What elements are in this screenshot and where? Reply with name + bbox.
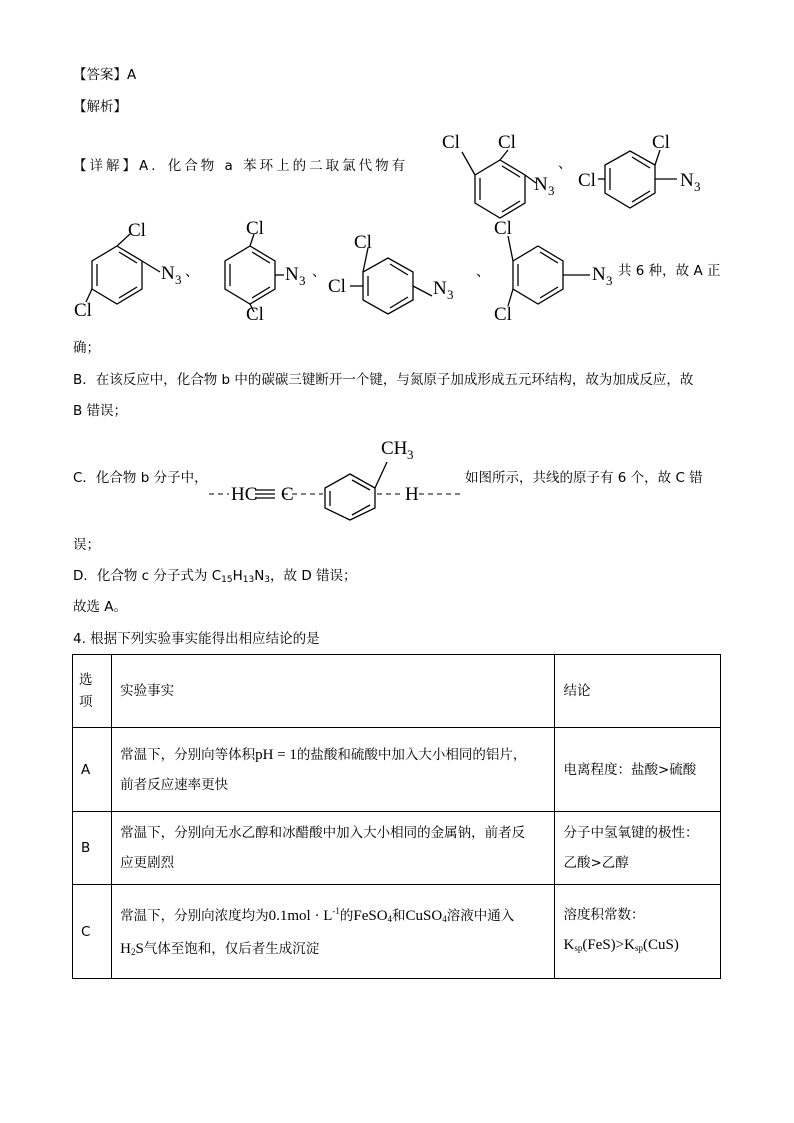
row-fact: 常温下，分别向无水乙醇和冰醋酸中加入大小相同的金属钠，前者反 应更剧烈 xyxy=(112,812,555,885)
atom-cl: Cl xyxy=(328,276,346,297)
atom-cl: Cl xyxy=(442,132,460,153)
table-row xyxy=(73,885,721,979)
atom-cl: Cl xyxy=(498,132,516,153)
option-c-prefix: C．化合物 b 分子中， xyxy=(73,470,208,486)
atom-hc: HC xyxy=(231,484,258,505)
row-option: C xyxy=(73,885,112,979)
header-conclusion: 结论 xyxy=(555,655,721,728)
table-row xyxy=(73,812,721,885)
atom-c: C xyxy=(281,484,294,505)
atom-cl: Cl xyxy=(246,218,264,239)
atom-n: N xyxy=(161,263,175,284)
atom-n-sub: 3 xyxy=(548,183,555,198)
atom-h: H xyxy=(405,484,419,505)
table-header-row xyxy=(73,655,721,728)
atom-n-sub: 3 xyxy=(447,287,454,302)
atom-cl: Cl xyxy=(652,132,670,153)
atom-cl: Cl xyxy=(494,304,512,325)
atom-cl: Cl xyxy=(74,300,92,321)
compound-b-structure xyxy=(205,432,467,524)
atom-n-sub: 3 xyxy=(694,179,701,194)
atom-n-sub: 3 xyxy=(606,273,613,288)
option-d: D．化合物 c 分子式为 $C_{15}H_{13}N_3$，故 D 错误； xyxy=(73,568,357,585)
molecule-24-dichloro xyxy=(578,128,718,208)
option-b-line2: B 错误； xyxy=(73,403,128,419)
row-option: B xyxy=(73,812,112,885)
detail-continuation: 确； xyxy=(73,340,100,356)
structure-count-text: 共 6 种，故 A 正 xyxy=(618,263,721,279)
atom-cl: Cl xyxy=(494,218,512,239)
atom-cl: Cl xyxy=(354,232,372,253)
atom-n: N xyxy=(285,264,299,285)
option-c-suffix: 如图所示，共线的原子有 6 个，故 C 错 xyxy=(465,470,703,486)
atom-n-sub: 3 xyxy=(299,273,306,288)
molecule-34-dichloro xyxy=(328,216,478,326)
answer-label: 【答案】A xyxy=(73,67,137,83)
svg-text:、: 、 xyxy=(312,264,326,280)
analysis-label: 【解析】 xyxy=(73,99,127,115)
option-b-line1: B．在该反应中，化合物 b 中的碳碳三键断开一个键，与氮原子加成形成五元环结构，故为加成反应，故 xyxy=(73,372,694,388)
row-conclusion: 分子中氢氧键的极性： 乙酸>乙醇 xyxy=(555,812,721,885)
svg-text:、: 、 xyxy=(476,264,490,280)
atom-ch: CH xyxy=(381,438,408,459)
detail-intro: 【详解】A．化合物 a 苯环上的二取氯代物有 xyxy=(73,158,409,174)
atom-n: N xyxy=(592,264,606,285)
atom-ch-sub: 3 xyxy=(407,447,414,462)
atom-cl: Cl xyxy=(578,170,596,191)
atom-n: N xyxy=(534,174,548,195)
atom-n: N xyxy=(680,170,694,191)
row-fact: 常温下，分别向等体积pH = 1的盐酸和硫酸中加入大小相同的铝片， 前者反应速率更快 xyxy=(112,728,555,812)
atom-n-sub: 3 xyxy=(175,272,182,287)
separator xyxy=(310,262,330,282)
row-option: A xyxy=(73,728,112,812)
row-conclusion: 电离程度：盐酸>硫酸 xyxy=(555,728,721,812)
question-4-table xyxy=(72,654,721,979)
atom-n: N xyxy=(433,278,447,299)
atom-cl: Cl xyxy=(246,304,264,325)
conclusion: 故选 A。 xyxy=(73,599,128,615)
row-conclusion: 溶度积常数： $K_{sp}(FeS)>K_{sp}(CuS)$ xyxy=(555,885,721,979)
header-option: 选项 xyxy=(73,655,112,728)
molecule-35-dichloro xyxy=(490,216,620,326)
header-fact: 实验事实 xyxy=(112,655,555,728)
molecule-23-dichloro xyxy=(440,128,570,208)
option-c-line2: 误； xyxy=(73,537,100,553)
svg-text:、: 、 xyxy=(185,264,199,280)
table-row xyxy=(73,728,721,812)
separator xyxy=(556,154,576,174)
svg-text:、: 、 xyxy=(558,156,572,172)
question-4-title: 4. 根据下列实验事实能得出相应结论的是 xyxy=(73,631,320,647)
separator xyxy=(183,262,203,282)
row-fact: 常温下，分别向浓度均为$0.1mol \cdot L^{-1}$的FeSO$_4$和CuSO$_4$溶液中通入 $H_2S$气体至饱和，仅后者生成沉淀 xyxy=(112,885,555,979)
atom-cl: Cl xyxy=(128,220,146,241)
